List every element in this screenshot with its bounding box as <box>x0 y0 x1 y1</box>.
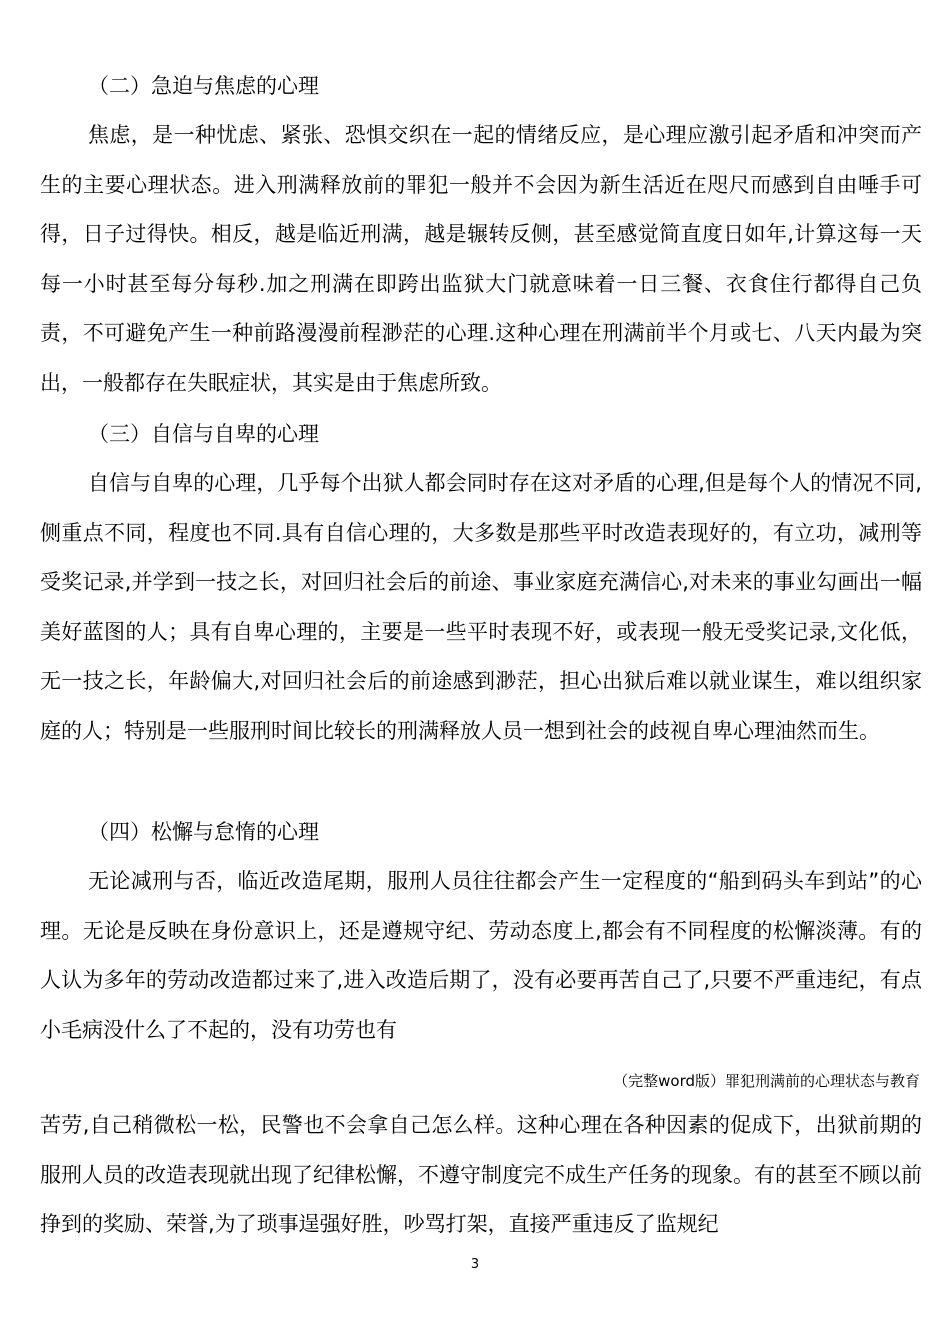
section-paragraph-2: 焦虑，是一种忧虑、紧张、恐惧交织在一起的情绪反应，是心理应激引起矛盾和冲突而产生的主要心理状态。进入刑满释放前的罪犯一般并不会因为新生活近在咫尺而感到自由唾手可得，日子过得快。相反，越是临近刑满，越是辗转反侧，甚至感觉简直度日如年,计算这每一天每一小时甚至每分每秒.加之刑满在即跨出监狱大门就意味着一日三餐、衣食住行都得自己负责，不可避免产生一种前路漫漫前程渺茫的心理.这种心理在刑满前半个月或七、八天内最为突出，一般都存在失眠症状，其实是由于焦虑所致。 <box>40 123 922 395</box>
continuation-paragraph: 苦劳,自己稍微松一松，民警也不会拿自己怎么样。这种心理在各种因素的促成下，出狱前期的服刑人员的改造表现就出现了纪律松懈，不遵守制度完不成生产任务的现象。有的甚至不顾以前挣到的奖励、荣誉,为了琐事逞强好胜，吵骂打架，直接严重违反了监规纪 <box>40 1113 922 1236</box>
section-heading-2: （二）急迫与焦虑的心理 <box>88 74 319 98</box>
section-heading-3: （三）自信与自卑的心理 <box>88 422 319 446</box>
section-paragraph-3: 自信与自卑的心理，几乎每个出狱人都会同时存在这对矛盾的心理,但是每个人的情况不同,侧重点不同，程度也不同.具有自信心理的，大多数是那些平时改造表现好的，有立功，减刑等受奖记录,并学到一技之长，对回归社会后的前途、事业家庭充满信心,对未来的事业勾画出一幅美好蓝图的人；具有自卑心理的，主要是一些平时表现不好，或表现一般无受奖记录,文化低，无一技之长，年龄偏大,对回归社会后的前途感到渺茫，担心出狱后难以就业谋生，难以组织家庭的人；特别是一些服刑时间比较长的刑满释放人员一想到社会的歧视自卑心理油然而生。 <box>40 471 922 743</box>
section-paragraph-4: 无论减刑与否，临近改造尾期，服刑人员往往都会产生一定程度的“船到码头车到站”的心理。无论是反映在身份意识上，还是遵规守纪、劳动态度上,都会有不同程度的松懈淡薄。有的人认为多年的劳动改造都过来了,进入改造后期了，没有必要再苦自己了,只要不严重违纪，有点小毛病没什么了不起的，没有功劳也有 <box>40 869 922 1042</box>
running-header: （完整word版）罪犯刑满前的心理状态与教育 <box>613 1072 920 1090</box>
page-number: 3 <box>470 1257 480 1272</box>
section-heading-4: （四）松懈与怠惰的心理 <box>88 820 319 844</box>
